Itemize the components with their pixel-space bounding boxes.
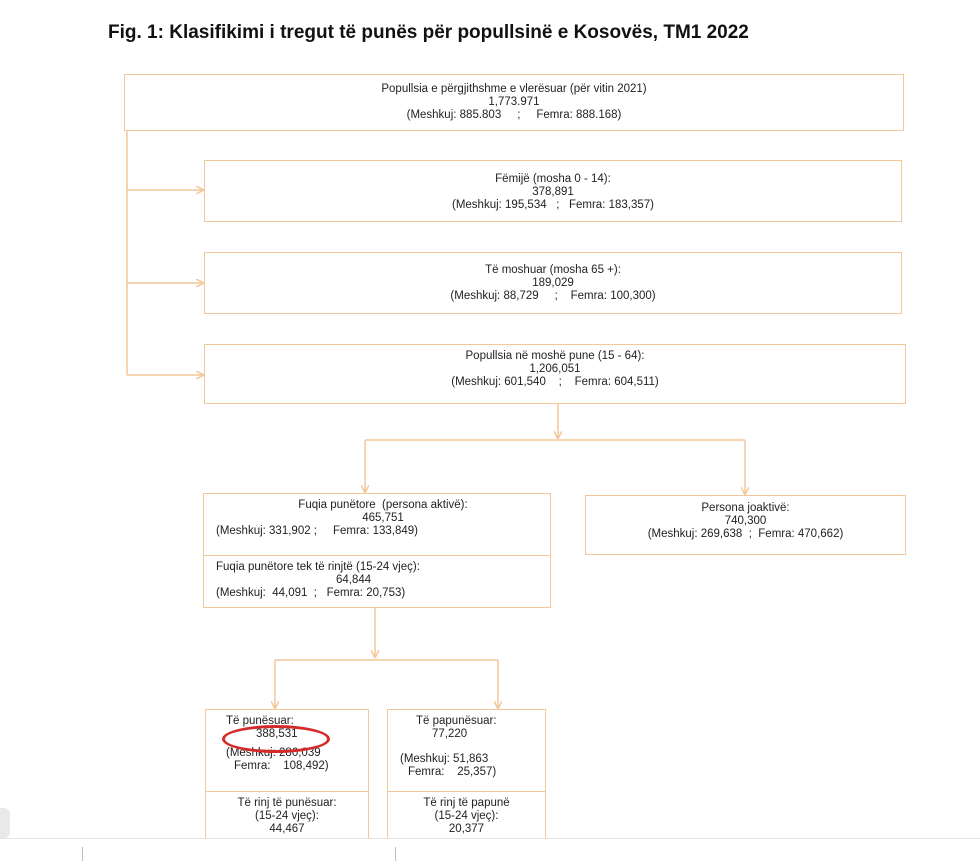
node-value: 465,751 — [362, 512, 404, 524]
node-label: Të rinj të punësuar: — [237, 797, 337, 809]
node-employed — [205, 709, 369, 797]
node-youth-employed — [205, 791, 369, 843]
node-value: 77,220 — [432, 728, 468, 740]
node-breakdown-female: Femra: 108,492) — [234, 760, 329, 772]
node-unemployed — [387, 709, 546, 797]
node-label: Persona joaktivë: — [701, 502, 790, 514]
node-breakdown-male: (Meshkuj: 51,863 — [400, 753, 489, 765]
node-breakdown: (Meshkuj: 269,638 ; Femra: 470,662) — [647, 528, 844, 540]
side-panel-handle[interactable] — [0, 808, 10, 838]
node-label: Të papunësuar: — [416, 715, 497, 727]
node-breakdown-male: (Meshkuj: 280,039 — [226, 747, 321, 759]
node-label: Fëmijë (mosha 0 - 14): — [495, 173, 611, 185]
figure-title: Fig. 1: Klasifikimi i tregut të punës për popullsinë e Kosovës, TM1 2022 — [108, 22, 749, 43]
node-value: 378,891 — [532, 186, 574, 198]
node-value: 20,377 — [448, 823, 485, 835]
node-value: 44,467 — [269, 823, 305, 835]
node-breakdown-female: Femra: 25,357) — [408, 766, 497, 778]
toolbar-separator — [82, 847, 83, 861]
node-value: 388,531 — [256, 728, 298, 740]
node-elderly — [204, 252, 902, 314]
bottom-toolbar — [0, 838, 980, 862]
node-value: 740,300 — [724, 515, 767, 527]
node-inactive — [585, 495, 906, 555]
node-working-age — [204, 344, 906, 404]
node-label: Të moshuar (mosha 65 +): — [485, 264, 621, 276]
node-breakdown: (Meshkuj: 331,902 ; Femra: 133,849) — [216, 525, 418, 537]
node-value: 1,206,051 — [529, 363, 581, 375]
node-age-range: (15-24 vjeç): — [434, 810, 499, 822]
node-value: 64,844 — [336, 574, 372, 586]
node-breakdown: (Meshkuj: 885.803 ; Femra: 888.168) — [406, 109, 622, 121]
node-breakdown: (Meshkuj: 195,534 ; Femra: 183,357) — [452, 199, 654, 211]
node-age-range: (15-24 vjeç): — [255, 810, 319, 822]
highlight-circle — [222, 725, 330, 753]
node-label: Popullsia e përgjithshme e vlerësuar (për vitin 2021) — [381, 83, 647, 95]
node-breakdown: (Meshkuj: 44,091 ; Femra: 20,753) — [216, 587, 406, 599]
node-value: 1,773.971 — [488, 96, 540, 108]
node-label: Të rinj të papunë — [423, 797, 510, 809]
node-labor-force — [203, 493, 551, 556]
node-youth-labor-force — [203, 555, 551, 608]
node-label: Popullsia në moshë pune (15 - 64): — [465, 350, 645, 362]
node-youth-unemployed — [387, 791, 546, 843]
node-label: Të punësuar: — [226, 715, 294, 727]
toolbar-separator — [395, 847, 396, 861]
node-breakdown: (Meshkuj: 88,729 ; Femra: 100,300) — [450, 290, 656, 302]
node-total-population — [124, 74, 904, 131]
node-breakdown: (Meshkuj: 601,540 ; Femra: 604,511) — [451, 376, 659, 388]
node-label: Fuqia punëtore tek të rinjtë (15-24 vjeç): — [216, 561, 420, 573]
node-value: 189,029 — [532, 277, 574, 289]
node-children — [204, 160, 902, 222]
node-label: Fuqia punëtore (persona aktivë): — [298, 499, 468, 511]
